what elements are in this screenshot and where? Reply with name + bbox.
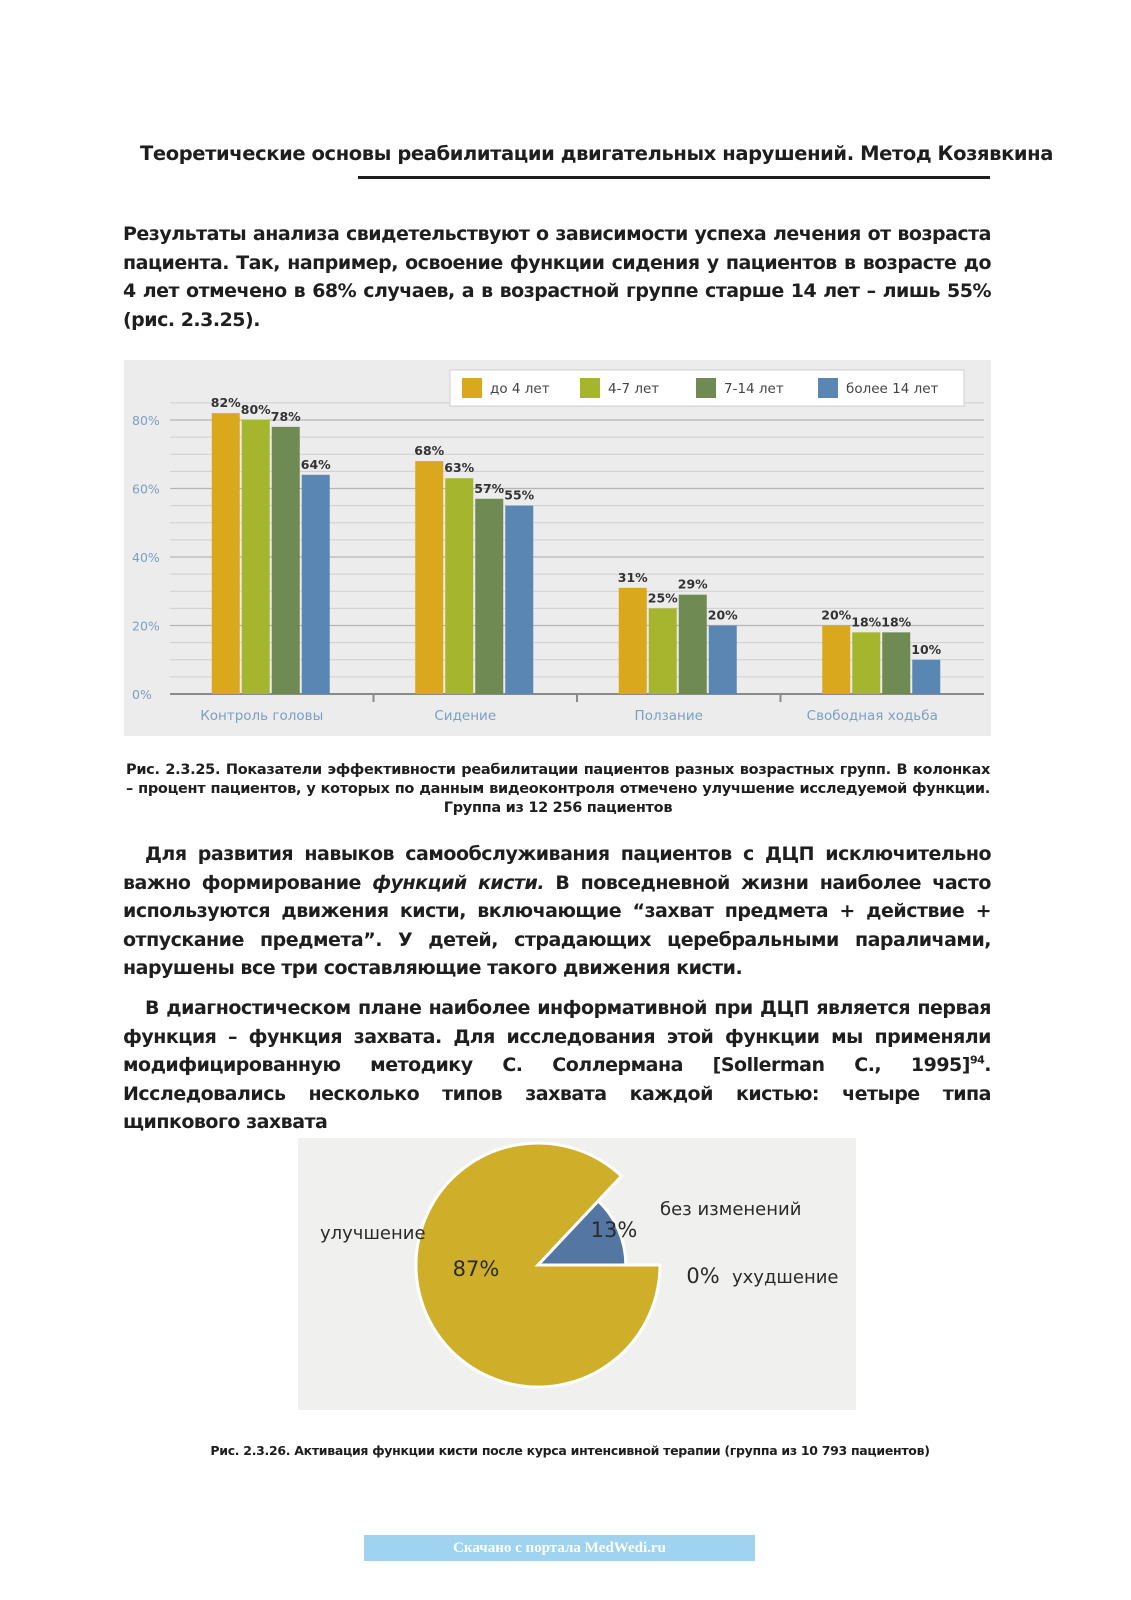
- category-label: Сидение: [434, 708, 497, 724]
- legend-label: 7-14 лет: [724, 381, 784, 397]
- category-label: Контроль головы: [200, 708, 324, 724]
- bar-value-label: 18%: [881, 614, 912, 630]
- bar-value-label: 29%: [677, 576, 708, 592]
- y-tick-label: 20%: [132, 618, 160, 634]
- paragraph-3: [123, 994, 991, 1137]
- header-rule: [358, 176, 990, 179]
- bar-value-label: 31%: [617, 569, 648, 585]
- bar: [619, 588, 647, 694]
- pie-value-label: 13%: [590, 1218, 638, 1242]
- legend-swatch: [696, 378, 716, 398]
- bar-value-label: 20%: [707, 607, 738, 623]
- legend-label: до 4 лет: [490, 381, 550, 397]
- bar: [505, 506, 533, 694]
- bar-value-label: 10%: [911, 641, 942, 657]
- running-header: Теоретические основы реабилитации двигательных нарушений. Метод Козявкина: [140, 142, 1054, 165]
- bar: [212, 413, 240, 694]
- bar-value-label: 80%: [240, 402, 271, 417]
- bar: [242, 420, 270, 694]
- bar: [852, 632, 880, 694]
- bar: [475, 499, 503, 694]
- bar-value-label: 68%: [414, 443, 445, 459]
- legend-label: более 14 лет: [846, 381, 939, 397]
- bar-value-label: 18%: [851, 614, 882, 630]
- y-tick-label: 80%: [132, 413, 160, 428]
- legend-swatch: [462, 378, 482, 398]
- bar-value-label: 78%: [270, 408, 301, 424]
- watermark-banner: Скачано с портала MedWedi.ru: [364, 1535, 755, 1561]
- legend-label: 4-7 лет: [608, 381, 660, 397]
- bar: [302, 475, 330, 694]
- bar: [445, 478, 473, 694]
- bar: [649, 608, 677, 694]
- bar-chart-figure: [124, 360, 991, 736]
- paragraph-3-start: В диагностическом плане наиболее информативной при ДЦП является первая функция – функция захвата. Для исследования этой функции мы применяли модифицированную методику С. Соллермана [Sollerman C., 1995]: [123, 997, 991, 1076]
- paragraph-2-end: В повседневной жизни наиболее часто используются движения кисти, включающие “захват предмета + действие + отпускание предмета”. У детей, страдающих церебральными параличами, нарушены все три составляющие такого движения кисти.: [123, 871, 991, 979]
- pie-value-label: 87%: [452, 1257, 500, 1281]
- reference-superscript: 94: [969, 1053, 985, 1067]
- bar: [822, 626, 850, 695]
- bar: [415, 461, 443, 694]
- y-tick-label: 0%: [132, 687, 152, 702]
- bar-value-label: 25%: [647, 590, 678, 606]
- category-label: Свободная ходьба: [806, 708, 938, 724]
- bar-value-label: 64%: [300, 456, 331, 472]
- paragraph-3-end: . Исследовались несколько типов захвата каждой кистью: четыре типа щипкового захвата: [123, 1054, 991, 1133]
- bar: [912, 660, 940, 694]
- bar-value-label: 55%: [504, 487, 535, 503]
- paragraph-2: [123, 840, 991, 983]
- bar-value-label: 82%: [210, 395, 241, 411]
- y-tick-label: 60%: [132, 481, 160, 497]
- bar-value-label: 20%: [821, 607, 852, 623]
- bar-value-label: 57%: [474, 480, 505, 496]
- paragraph-1: Результаты анализа свидетельствуют о зависимости успеха лечения от возраста пациента. Так, например, освоение функции сидения у пациентов в возрасте до 4 лет отмечено в 68% случаев, а в возрастной группе старше 14 лет – лишь 55% (рис. 2.3.25).: [123, 223, 991, 331]
- pie-value-label: 0%: [686, 1264, 720, 1288]
- bar-value-label: 63%: [444, 460, 475, 476]
- paragraph-2-emphasis: функций кисти.: [372, 871, 545, 894]
- bar: [882, 632, 910, 694]
- pie-category-label: ухудшение: [732, 1267, 839, 1288]
- paragraph-2-start: Для развития навыков самообслуживания пациентов с ДЦП исключительно важно формирование: [123, 843, 991, 894]
- pie-chart-figure: [298, 1138, 856, 1410]
- pie-category-label: без изменений: [660, 1199, 802, 1220]
- bar: [709, 626, 737, 695]
- legend: [450, 370, 964, 406]
- category-label: Ползание: [634, 708, 703, 724]
- legend-swatch: [818, 378, 838, 398]
- bar: [272, 427, 300, 694]
- bar: [679, 595, 707, 694]
- legend-swatch: [580, 378, 600, 398]
- bar-chart: [124, 360, 991, 736]
- pie-category-label: улучшение: [320, 1223, 426, 1244]
- pie-chart: [298, 1138, 856, 1410]
- y-tick-label: 40%: [132, 550, 160, 565]
- figure-1-caption: Рис. 2.3.25. Показатели эффективности реабилитации пациентов разных возрастных групп. В колонках – процент пациентов, у которых по данным видеоконтроля отмечено улучшение исследуемой функции. Группа из 12 256 пациентов: [126, 762, 990, 816]
- figure-2-caption: Рис. 2.3.26. Активация функции кисти после курса интенсивной терапии (группа из 10 793 пациентов): [210, 1443, 930, 1458]
